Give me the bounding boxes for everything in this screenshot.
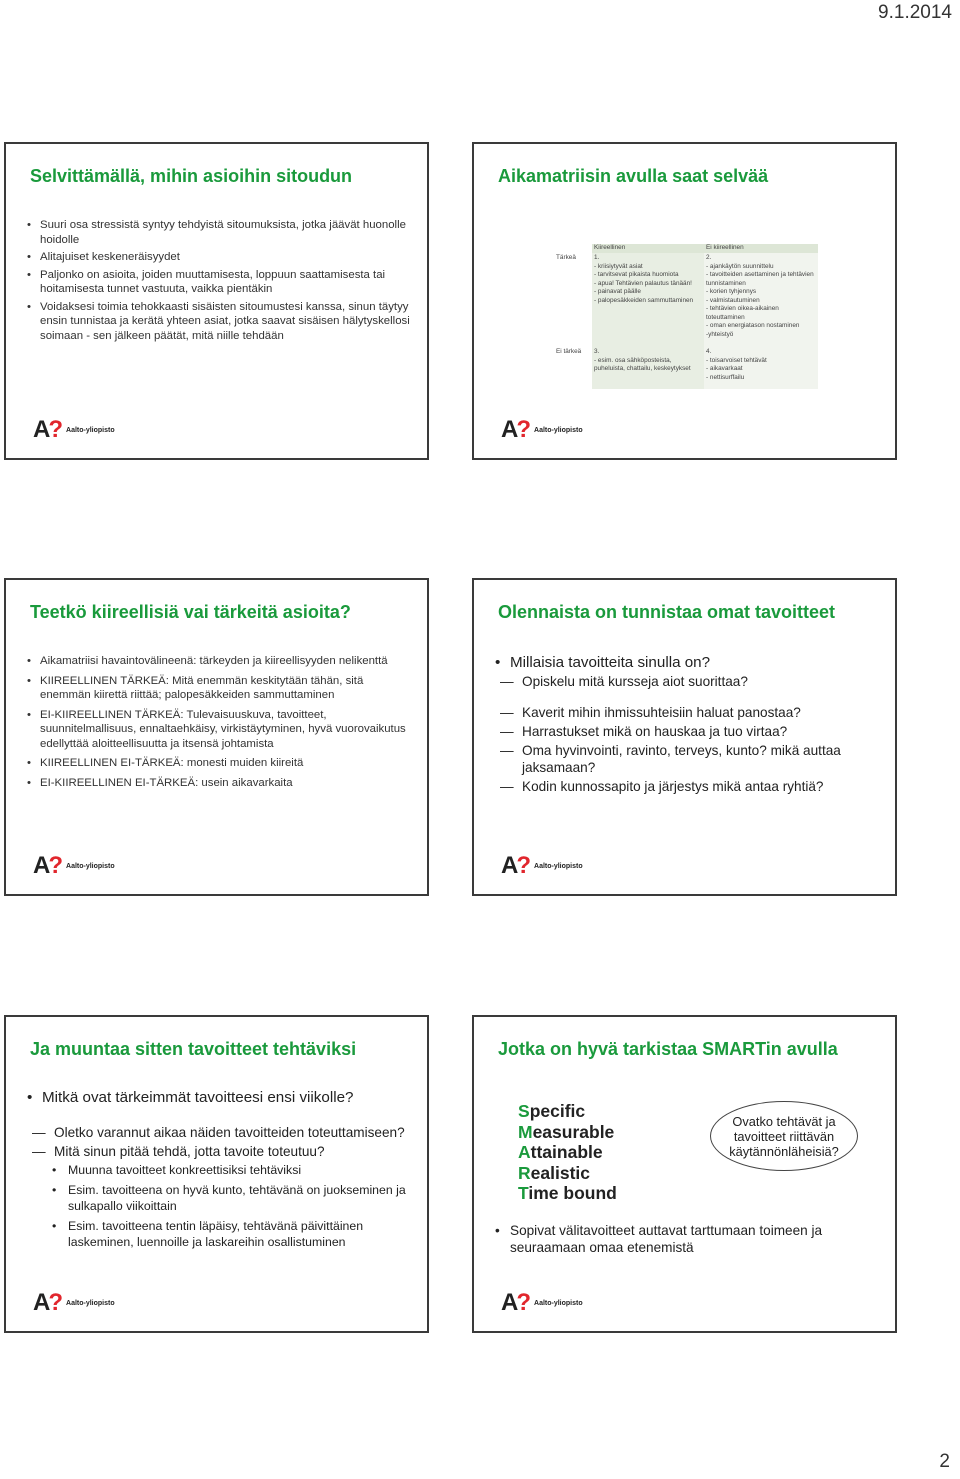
slide-3-bullets xyxy=(24,654,415,790)
slide-4-bullets xyxy=(492,654,883,795)
slide-4 xyxy=(472,578,897,896)
list-item: — Oma hyvinvointi, ravinto, terveys, kunto? mikä auttaa jaksamaan? xyxy=(500,742,883,776)
matrix-row-not-important: Ei tärkeä xyxy=(556,348,582,355)
list-item: • Mitkä ovat tärkeimmät tavoitteesi ensi viikolle? xyxy=(24,1089,415,1106)
slide-5 xyxy=(4,1015,429,1333)
matrix-q3: 3. - esim. osa sähköposteista, puheluista, chattailu, keskeytykset xyxy=(594,348,691,372)
aalto-logo-mark: A? xyxy=(501,416,530,443)
smart-line: Measurable xyxy=(518,1121,615,1142)
matrix-q1: 1. - kriisiytyvät asiat - tarvitsevat pikaista huomiota - apua! Tehtävien palautus tänään! - painavat päälle - palopesäkkeiden sammuttaminen xyxy=(594,254,694,304)
list-item: • Esim. tavoitteena tentin läpäisy, tehtävänä päivittäinen laskeminen, luennoille ja laskareihin osallistuminen xyxy=(52,1218,415,1250)
list-item: — Opiskelu mitä kursseja aiot suorittaa? xyxy=(500,673,883,690)
aalto-logo xyxy=(33,852,115,880)
list-item: • Millaisia tavoitteita sinulla on? xyxy=(492,654,883,671)
aalto-logo-mark: A? xyxy=(501,1289,530,1316)
matrix-row-important: Tärkeä xyxy=(556,254,576,261)
aalto-logo-text: Aalto-yliopisto xyxy=(66,862,115,870)
aalto-logo xyxy=(33,416,115,444)
list-item: • Suuri osa stressistä syntyy tehdyistä sitoumuksista, jotka jäävät huonolle hoidolle xyxy=(24,218,415,247)
slide-6 xyxy=(472,1015,897,1333)
aalto-logo xyxy=(501,416,583,444)
list-item: • KIIREELLINEN TÄRKEÄ: Mitä enemmän keskitytään tähän, sitä enemmän kiirettä riittää; palopesäkkeiden sammuttaminen xyxy=(24,674,415,703)
list-item: — Harrastukset mikä on hauskaa ja tuo virtaa? xyxy=(500,723,883,740)
aalto-logo xyxy=(501,852,583,880)
aalto-logo-text: Aalto-yliopisto xyxy=(66,426,115,434)
list-item: — Mitä sinun pitää tehdä, jotta tavoite toteutuu? xyxy=(32,1143,415,1160)
aalto-logo-text: Aalto-yliopisto xyxy=(534,862,583,870)
slide-1-bullets xyxy=(24,218,415,343)
aalto-logo-mark: A? xyxy=(501,852,530,879)
slide-6-title: Jotka on hyvä tarkistaa SMARTin avulla xyxy=(498,1039,838,1059)
list-item: • Voidaksesi toimia tehokkaasti sisäisten sitoumustesi kanssa, sinun täytyy ensin tunnistaa ja kerätä yhteen asiat, jotka saavat sisäisen hälytyskellosi soimaan - sen jälkeen päätät, mitä niille tehdään xyxy=(24,300,415,344)
smart-line: Realistic xyxy=(518,1162,590,1183)
matrix-col-urgent: Kiireellinen xyxy=(594,244,626,251)
aalto-logo-text: Aalto-yliopisto xyxy=(534,1299,583,1307)
list-item: • Alitajuiset keskeneräisyydet xyxy=(24,250,415,265)
smart-line: Time bound xyxy=(518,1183,617,1203)
slide-1-title: Selvittämällä, mihin asioihin sitoudun xyxy=(30,166,353,186)
smart-line: Specific xyxy=(518,1101,586,1121)
list-item: • Sopivat välitavoitteet auttavat tarttumaan toimeen ja seuraamaan omaa etenemistä xyxy=(492,1222,883,1256)
aalto-logo-mark: A? xyxy=(33,852,62,879)
aalto-logo-text: Aalto-yliopisto xyxy=(534,426,583,434)
smart-line: Attainable xyxy=(518,1142,603,1162)
list-item: — Kodin kunnossapito ja järjestys mikä antaa ryhtiä? xyxy=(500,778,883,795)
slide-4-title: Olennaista on tunnistaa omat tavoitteet xyxy=(498,602,836,622)
list-item: • KIIREELLINEN EI-TÄRKEÄ: monesti muiden kiireitä xyxy=(24,756,415,771)
time-matrix xyxy=(556,244,818,389)
slide-2 xyxy=(472,142,897,460)
slide-1 xyxy=(4,142,429,460)
slide-3 xyxy=(4,578,429,896)
callout-oval xyxy=(710,1101,858,1171)
aalto-logo-text: Aalto-yliopisto xyxy=(66,1299,115,1307)
slide-6-bullets xyxy=(492,1222,883,1256)
list-item: • EI-KIIREELLINEN EI-TÄRKEÄ: usein aikavarkaita xyxy=(24,776,415,791)
slide-5-title: Ja muuntaa sitten tavoitteet tehtäviksi xyxy=(30,1039,357,1059)
slide-3-title: Teetkö kiireellisiä vai tärkeitä asioita? xyxy=(30,602,351,622)
aalto-logo-mark: A? xyxy=(33,416,62,443)
slide-2-title: Aikamatriisin avulla saat selvää xyxy=(498,166,769,186)
smart-acronym xyxy=(518,1101,617,1204)
slide-5-bullets xyxy=(24,1089,415,1250)
callout-text: Ovatko tehtävät ja tavoitteet riittävän käytännönläheisiä? xyxy=(729,1113,839,1159)
list-item: • EI-KIIREELLINEN TÄRKEÄ: Tulevaisuuskuva, tavoitteet, suunnitelmallisuus, ennaltaehkäisy, virkistäytyminen, hyvä vuorovaikutus edellyttää aloitteellisuutta ja itsensä johtamista xyxy=(24,708,415,752)
list-item: — Kaverit mihin ihmissuhteisiin haluat panostaa? xyxy=(500,704,883,721)
list-item: • Muunna tavoitteet konkreettisiksi tehtäviksi xyxy=(52,1162,415,1178)
aalto-logo xyxy=(501,1289,583,1317)
matrix-q2: 2. - ajankäytön suunnittelu - tavoitteiden asettaminen ja tehtävien tunnistaminen - korien tyhjennys - valmistautuminen - tehtävien oikea-aikainen toteuttaminen - oman energiatason nostaminen -yhteistyö xyxy=(706,254,814,338)
header-date: 9.1.2014 xyxy=(878,2,952,23)
page-number: 2 xyxy=(939,1451,950,1472)
matrix-col-not-urgent: Ei kiireellinen xyxy=(706,244,744,251)
list-item: • Esim. tavoitteena on hyvä kunto, tehtävänä on juokseminen ja sulkapallo viikoittain xyxy=(52,1182,415,1214)
aalto-logo-mark: A? xyxy=(33,1289,62,1316)
list-item: • Paljonko on asioita, joiden muuttamisesta, loppuun saattamisesta tai hoitamisesta tunnet vastuuta, vaikka pientäkin xyxy=(24,268,415,297)
aalto-logo xyxy=(33,1289,115,1317)
matrix-q4: 4. - toisarvoiset tehtävät - aikavarkaat - nettisurffailu xyxy=(706,348,767,381)
list-item: — Oletko varannut aikaa näiden tavoitteiden toteuttamiseen? xyxy=(32,1124,415,1141)
list-item: • Aikamatriisi havaintovälineenä: tärkeyden ja kiireellisyyden nelikenttä xyxy=(24,654,415,669)
